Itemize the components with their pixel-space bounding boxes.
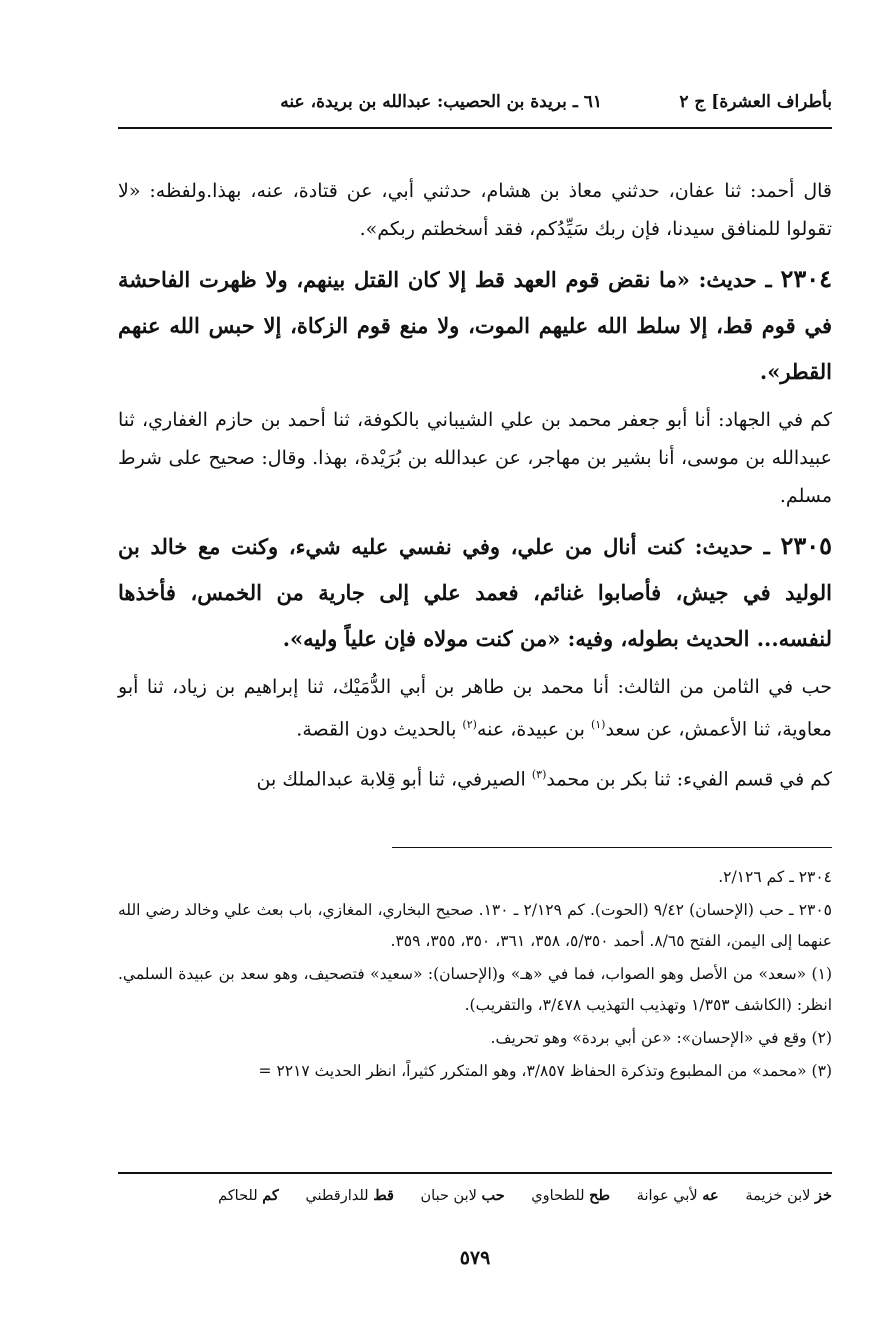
footnotes [118, 862, 832, 1089]
abbreviations-legend [118, 1187, 832, 1204]
footnote: ٢٣٠٤ ـ كم ٢/١٢٦. [718, 868, 832, 886]
header-chapter-title: ٦١ ـ بريدة بن الحصيب: عبدالله بن بريدة، عنه [280, 92, 602, 112]
abbreviation-item: قط للدارقطني [305, 1187, 394, 1204]
paragraph: حب في الثامن من الثالث: أنا محمد بن طاهر بن أبي الدُّمَيْك، ثنا إبراهيم بن زياد، ثنا أبو معاوية، ثنا الأعمش، عن سعد$^{(١)}$ بن عبيدة، عنه$^{(٢)}$ بالحديث دون القصة. [118, 676, 832, 741]
running-header [118, 84, 832, 124]
paragraph: كم في الجهاد: أنا أبو جعفر محمد بن علي الشيباني بالكوفة، ثنا أحمد بن حازم الغفاري، ثنا عبيدالله بن موسى، أنا بشير بن مهاجر، عن عبدالله بن بُرَيْدة، بهذا. وقال: صحيح على شرط مسلم. [118, 409, 832, 507]
abbreviation-item: كم للحاكم [218, 1187, 279, 1204]
hadith-2305 [118, 523, 832, 662]
header-divider [118, 127, 832, 129]
footnote: (١) «سعد» من الأصل وهو الصواب، فما في «هـ» و(الإحسان): «سعيد» فتصحيف، وهو سعد بن عبيدة السلمي. انظر: (الكاشف ١/٣٥٣ وتهذيب التهذيب ٣/٤٧٨، والتقريب). [118, 965, 832, 1014]
footnote-divider [392, 847, 832, 848]
main-text [118, 172, 832, 807]
hadith-number: ٢٣٠٥ [780, 531, 832, 560]
footnote: ٢٣٠٥ ـ حب (الإحسان) ٩/٤٢ (الحوت). كم ٢/١٢٩ ـ ١٣٠. صحيح البخاري، المغازي، باب بعث علي وخالد رضي الله عنهما إلى اليمن، الفتح ٨/٦٥. أحمد ٥/٣٥٠، ٣٥٨، ٣٦١، ٣٥٠، ٣٥٥، ٣٥٩. [118, 901, 832, 950]
footnote-ref[interactable]: (٣) [531, 768, 547, 782]
page-number: ٥٧٩ [459, 1247, 491, 1269]
footnote: (٢) وقع في «الإحسان»: «عن أبي بردة» وهو تحريف. [490, 1029, 832, 1047]
abbreviations-divider [118, 1172, 832, 1174]
abbreviation-item: عه لأبي عوانة [636, 1187, 719, 1204]
header-book-title: بأطراف العشرة] ج ٢ [679, 92, 832, 112]
footnote: (٣) «محمد» من المطبوع وتذكرة الحفاظ ٣/٨٥٧، وهو المتكرر كثيراً، انظر الحديث ٢٢١٧ = [258, 1062, 832, 1080]
paragraph: قال أحمد: ثنا عفان، حدثني معاذ بن هشام، حدثني أبي، عن قتادة، عنه، بهذا.ولفظه: «لا تقولوا للمنافق سيدنا، فإن ربك سَيِّدُكم، فقد أسخطتم ربكم». [118, 180, 832, 240]
footnote-ref[interactable]: (٢) [462, 718, 477, 731]
abbreviation-item: حب لابن حبان [420, 1187, 505, 1204]
paragraph: كم في قسم الفيء: ثنا بكر بن محمد$^{(٣)}$ الصيرفي، ثنا أبو قِلابة عبدالملك بن [256, 768, 832, 791]
book-page [118, 72, 832, 1312]
abbreviation-item: طح للطحاوي [531, 1187, 611, 1204]
hadith-number: ٢٣٠٤ [780, 264, 832, 293]
hadith-2304 [118, 256, 832, 395]
hadith-text: ـ حديث: كنت أنال من علي، وفي نفسي عليه شيء، وكنت مع خالد بن الوليد في جيش، فأصابوا غنائم، فعمد علي إلى جارية من الخمس، فأخذها لنفسه... الحديث بطوله، وفيه: «من كنت مولاه فإن علياً وليه». [118, 534, 832, 651]
abbreviation-item: خز لابن خزيمة [745, 1187, 832, 1204]
footnote-ref[interactable]: (١) [590, 718, 606, 731]
hadith-text: ـ حديث: «ما نقض قوم العهد قط إلا كان القتل بينهم، ولا ظهرت الفاحشة في قوم قط، إلا سلط الله عليهم الموت، ولا منع قوم الزكاة، إلا حبس الله عنهم القطر». [118, 267, 832, 384]
